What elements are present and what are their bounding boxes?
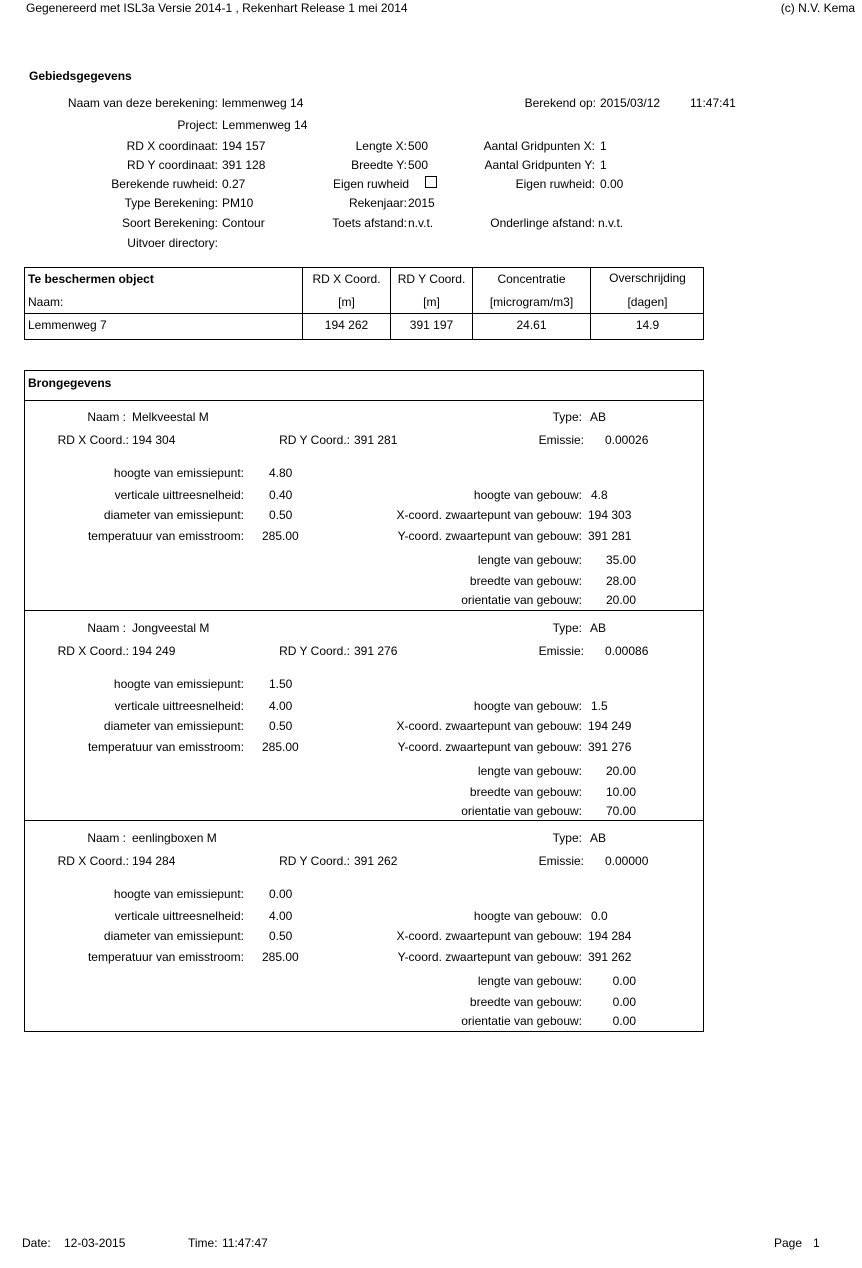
building-orientation-value: 20.00: [605, 593, 636, 607]
copyright: (c) N.V. Kema: [780, 1, 855, 15]
name-label: Naam van deze berekening:: [67, 96, 218, 110]
source-temperature-label: temperatuur van emisstroom:: [87, 529, 244, 543]
table-divider: [24, 313, 704, 314]
sources-divider: [24, 400, 704, 401]
sources-divider: [24, 820, 704, 821]
source-temperature-value: 285.00: [262, 740, 299, 754]
source-temperature-label: temperatuur van emisstroom:: [87, 740, 244, 754]
source-rdx-label: RD X Coord.:: [57, 644, 129, 658]
source-height-label: hoogte van emissiepunt:: [113, 466, 244, 480]
building-length-value: 35.00: [605, 553, 636, 567]
table-cell-rdy: 391 197: [409, 318, 454, 332]
kind-label: Soort Berekening:: [121, 216, 218, 230]
table-subheader-name: Naam:: [28, 295, 64, 309]
source-diameter-label: diameter van emissiepunt:: [103, 719, 244, 733]
footer-page-number: 1: [813, 1236, 820, 1250]
source-emission-label: Emissie:: [538, 854, 584, 868]
source-name-label: Naam :: [87, 410, 126, 424]
building-x-label: X-coord. zwaartepunt van gebouw:: [396, 508, 582, 522]
widy-value: 500: [408, 158, 429, 172]
building-length-value: 0.00: [612, 974, 636, 988]
gridy-value: 1: [600, 158, 607, 172]
source-diameter-label: diameter van emissiepunt:: [103, 929, 244, 943]
source-name-label: Naam :: [87, 621, 126, 635]
output-dir-label: Uitvoer directory:: [127, 236, 218, 250]
source-rdy-label: RD Y Coord.:: [279, 644, 350, 658]
table-header-exceedance: Overschrijding: [609, 271, 686, 285]
mutual-distance-value: n.v.t.: [598, 216, 624, 230]
building-x-label: X-coord. zwaartepunt van gebouw:: [396, 929, 582, 943]
source-name-value: Melkveestal M: [132, 410, 209, 424]
source-type-label: Type:: [552, 831, 582, 845]
footer-date-label: Date:: [22, 1236, 51, 1250]
rdy-value: 391 128: [222, 158, 266, 172]
source-type-value: AB: [590, 621, 607, 635]
check-distance-value: n.v.t.: [408, 216, 434, 230]
building-height-value: 1.5: [591, 699, 608, 713]
gridx-label: Aantal Gridpunten X:: [483, 139, 595, 153]
building-x-value: 194 303: [588, 508, 632, 522]
source-height-value: 4.80: [269, 466, 293, 480]
source-velocity-value: 0.40: [269, 488, 293, 502]
footer-time-value: 11:47:47: [222, 1236, 268, 1250]
source-temperature-label: temperatuur van emisstroom:: [87, 950, 244, 964]
source-emission-value: 0.00086: [605, 644, 649, 658]
table-cell-concentration: 24.61: [516, 318, 547, 332]
year-value: 2015: [408, 196, 435, 210]
kind-value: Contour: [222, 216, 265, 230]
check-distance-label: Toets afstand:: [332, 216, 407, 230]
source-velocity-label: verticale uittreesnelheid:: [114, 909, 244, 923]
project-label: Project:: [177, 118, 218, 132]
building-height-label: hoogte van gebouw:: [473, 699, 582, 713]
building-y-label: Y-coord. zwaartepunt van gebouw:: [397, 529, 582, 543]
source-velocity-label: verticale uittreesnelheid:: [114, 699, 244, 713]
building-y-label: Y-coord. zwaartepunt van gebouw:: [397, 950, 582, 964]
source-temperature-value: 285.00: [262, 950, 299, 964]
building-height-value: 4.8: [591, 488, 608, 502]
source-height-value: 0.00: [269, 887, 293, 901]
source-rdy-value: 391 276: [354, 644, 398, 658]
source-name-value: eenlingboxen M: [132, 831, 217, 845]
source-name-value: Jongveestal M: [132, 621, 210, 635]
source-type-label: Type:: [552, 410, 582, 424]
table-header-concentration: Concentratie: [497, 272, 566, 286]
source-rdy-label: RD Y Coord.:: [279, 433, 350, 447]
sources-divider: [24, 610, 704, 611]
area-title: Gebiedsgegevens: [29, 69, 132, 83]
rdy-label: RD Y coordinaat:: [127, 158, 218, 172]
building-y-value: 391 262: [588, 950, 632, 964]
source-type-label: Type:: [552, 621, 582, 635]
source-velocity-label: verticale uittreesnelheid:: [114, 488, 244, 502]
building-orientation-value: 0.00: [612, 1014, 636, 1028]
building-length-label: lengte van gebouw:: [477, 553, 582, 567]
building-y-value: 391 276: [588, 740, 632, 754]
source-emission-label: Emissie:: [538, 433, 584, 447]
source-velocity-value: 4.00: [269, 909, 293, 923]
calc-date: 2015/03/12: [600, 96, 661, 110]
table-header-rdx: RD X Coord.: [312, 272, 381, 286]
type-label: Type Berekening:: [124, 196, 218, 210]
source-height-label: hoogte van emissiepunt:: [113, 887, 244, 901]
footer-time-label: Time:: [188, 1236, 218, 1250]
building-length-label: lengte van gebouw:: [477, 974, 582, 988]
own-rough-checkbox: [425, 176, 437, 188]
source-type-value: AB: [590, 410, 607, 424]
gridy-label: Aantal Gridpunten Y:: [484, 158, 595, 172]
source-temperature-value: 285.00: [262, 529, 299, 543]
source-velocity-value: 4.00: [269, 699, 293, 713]
source-rdy-label: RD Y Coord.:: [279, 854, 350, 868]
calc-on-label: Berekend op:: [524, 96, 596, 110]
building-y-value: 391 281: [588, 529, 632, 543]
source-emission-value: 0.00026: [605, 433, 649, 447]
table-cell-name: Lemmenweg 7: [28, 318, 107, 332]
source-rdx-value: 194 304: [132, 433, 176, 447]
year-label: Rekenjaar:: [348, 196, 407, 210]
source-rdy-value: 391 281: [354, 433, 398, 447]
building-orientation-value: 70.00: [605, 804, 636, 818]
project-value: Lemmenweg 14: [222, 118, 308, 132]
building-orientation-label: orientatie van gebouw:: [461, 593, 582, 607]
rdx-label: RD X coordinaat:: [126, 139, 218, 153]
gridx-value: 1: [600, 139, 607, 153]
building-length-label: lengte van gebouw:: [477, 764, 582, 778]
building-width-value: 0.00: [612, 995, 636, 1009]
source-name-label: Naam :: [87, 831, 126, 845]
building-width-value: 10.00: [605, 785, 636, 799]
building-width-label: breedte van gebouw:: [469, 574, 582, 588]
source-diameter-value: 0.50: [269, 929, 293, 943]
source-type-value: AB: [590, 831, 607, 845]
widy-label: Breedte Y:: [351, 158, 407, 172]
own-rough2-label: Eigen ruwheid:: [515, 177, 595, 191]
own-rough-label: Eigen ruwheid: [333, 177, 410, 191]
building-length-value: 20.00: [605, 764, 636, 778]
source-diameter-value: 0.50: [269, 719, 293, 733]
building-x-value: 194 284: [588, 929, 632, 943]
footer-date-value: 12-03-2015: [64, 1236, 126, 1250]
table-subheader-exceedance-unit: [dagen]: [627, 295, 668, 309]
name-value: lemmenweg 14: [222, 96, 304, 110]
building-x-label: X-coord. zwaartepunt van gebouw:: [396, 719, 582, 733]
table-subheader-rdx-unit: [m]: [338, 295, 355, 309]
building-x-value: 194 249: [588, 719, 632, 733]
building-y-label: Y-coord. zwaartepunt van gebouw:: [397, 740, 582, 754]
building-height-label: hoogte van gebouw:: [473, 488, 582, 502]
source-rdx-label: RD X Coord.:: [57, 433, 129, 447]
own-rough2-value: 0.00: [600, 177, 624, 191]
table-cell-exceedance: 14.9: [635, 318, 660, 332]
source-emission-label: Emissie:: [538, 644, 584, 658]
calc-time: 11:47:41: [690, 96, 736, 110]
building-height-value: 0.0: [591, 909, 608, 923]
building-orientation-label: orientatie van gebouw:: [461, 804, 582, 818]
rough-label: Berekende ruwheid:: [111, 177, 218, 191]
table-subheader-rdy-unit: [m]: [423, 295, 440, 309]
rough-value: 0.27: [222, 177, 246, 191]
building-height-label: hoogte van gebouw:: [473, 909, 582, 923]
lenx-label: Lengte X:: [355, 139, 407, 153]
source-rdx-label: RD X Coord.:: [57, 854, 129, 868]
building-width-value: 28.00: [605, 574, 636, 588]
source-rdy-value: 391 262: [354, 854, 398, 868]
table-cell-rdx: 194 262: [324, 318, 369, 332]
sources-title: Brongegevens: [28, 376, 112, 390]
source-diameter-label: diameter van emissiepunt:: [103, 508, 244, 522]
source-diameter-value: 0.50: [269, 508, 293, 522]
source-height-value: 1.50: [269, 677, 293, 691]
lenx-value: 500: [408, 139, 429, 153]
table-header-object: Te beschermen object: [28, 272, 154, 286]
rdx-value: 194 157: [222, 139, 266, 153]
source-rdx-value: 194 249: [132, 644, 176, 658]
mutual-distance-label: Onderlinge afstand:: [490, 216, 595, 230]
table-header-rdy: RD Y Coord.: [397, 272, 466, 286]
footer-page-label: Page: [774, 1236, 803, 1250]
type-value: PM10: [222, 196, 254, 210]
source-rdx-value: 194 284: [132, 854, 176, 868]
source-height-label: hoogte van emissiepunt:: [113, 677, 244, 691]
source-emission-value: 0.00000: [605, 854, 649, 868]
building-width-label: breedte van gebouw:: [469, 785, 582, 799]
building-width-label: breedte van gebouw:: [469, 995, 582, 1009]
building-orientation-label: orientatie van gebouw:: [461, 1014, 582, 1028]
generator-note: Gegenereerd met ISL3a Versie 2014-1 , Rekenhart Release 1 mei 2014: [26, 1, 408, 15]
table-subheader-concentration-unit: [microgram/m3]: [489, 295, 574, 309]
